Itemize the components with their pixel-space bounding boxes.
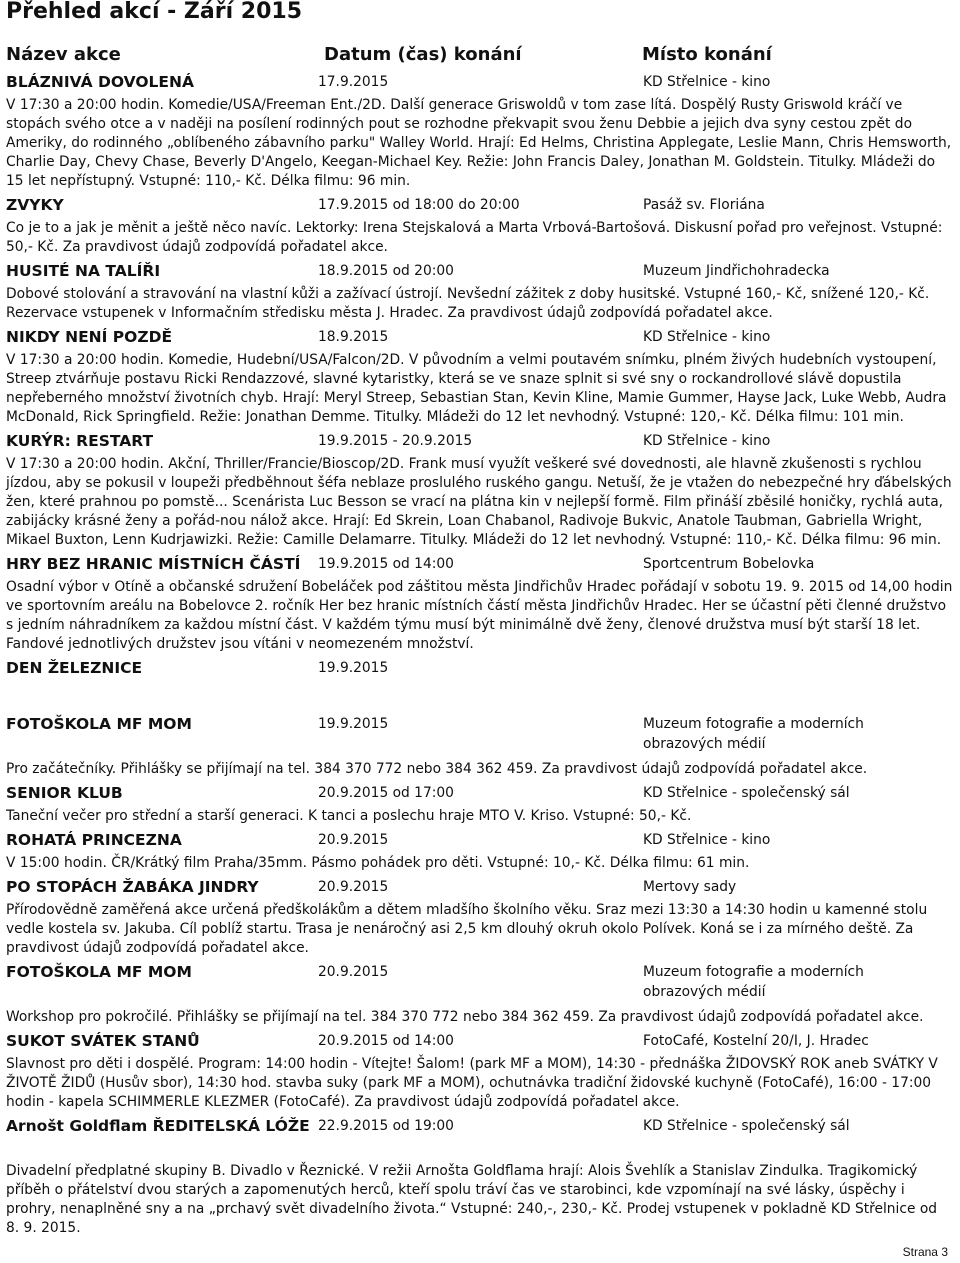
event-place: FotoCafé, Kostelní 20/I, J. Hradec [643,1033,869,1049]
event-date: 20.9.2015 [318,964,389,980]
event-description: Osadní výbor v Otíně a občanské sdružení Bobeláček pod záštitou města Jindřichův Hradec pořádají v sobotu 19. 9. 2015 od 14,00 hodin ve sportovním areálu na Bobelovce 2. ročník Her bez hranic místních částí města Jindřichův Hradec. Her se účastní pěti členné družstvo s jedním náhradníkem za každou místní část. V každém týmu musí být minimálně dvě ženy, členové družstva musí být starší 18 let. Fandové jednotlivých družstev jsou vítáni v neomezeném množství. [6,579,953,652]
event-name: FOTOŠKOLA MF MOM [6,715,192,733]
event-list [6,70,956,1240]
event-place: KD Střelnice - společenský sál [643,785,850,801]
event-description: Pro začátečníky. Přihlášky se přijímají na tel. 384 370 772 nebo 384 362 459. Za pravdivost údajů zodpovídá pořadatel akce. [6,761,868,777]
column-header-place: Místo konání [642,44,772,65]
event-item [6,656,956,712]
event-description: V 17:30 a 20:00 hodin. Komedie/USA/Freeman Ent./2D. Další generace Griswoldů v tom zase lítá. Dospělý Rusty Griswold kráčí ve stopách svého otce a v naději na posílení rodinných pout se rozhodne překvapit svou ženu Debbie a jejich dva syny cestou zpět do Ameriky, do rodinného „oblíbeného zábavního parku" Walley World. Hrají: Ed Helms, Christina Applegate, Leslie Mann, Chris Hemsworth, Charlie Day, Chevy Chase, Beverly D'Angelo, Keegan-Michael Key. Režie: John Francis Daley, Jonathan M. Goldstein. Titulky. Mládeži do 15 let nepřístupný. Vstupné: 110,- Kč. Délka filmu: 96 min. [6,97,952,189]
event-item [6,259,956,325]
event-name: ROHATÁ PRINCEZNA [6,831,182,849]
event-name: SUKOT SVÁTEK STANŮ [6,1032,200,1050]
event-name: KURÝR: RESTART [6,432,154,450]
event-place: Sportcentrum Bobelovka [643,556,815,572]
page-number: Strana 3 [902,1245,948,1259]
event-name: DEN ŽELEZNICE [6,659,143,677]
event-description: V 15:00 hodin. ČR/Krátký film Praha/35mm. Pásmo pohádek pro děti. Vstupné: 10,- Kč. Délka filmu: 61 min. [6,855,750,871]
event-item [6,325,956,429]
event-place: KD Střelnice - kino [643,329,771,345]
event-item [6,875,956,960]
column-header-date: Datum (čas) konání [324,44,522,65]
event-name: PO STOPÁCH ŽABÁKA JINDRY [6,878,259,896]
event-date: 20.9.2015 od 17:00 [318,785,454,801]
event-item [6,1114,956,1240]
event-date: 17.9.2015 od 18:00 do 20:00 [318,197,520,213]
event-place: KD Střelnice - kino [643,433,771,449]
event-item [6,429,956,552]
event-name: BLÁZNIVÁ DOVOLENÁ [6,73,194,91]
event-description: Přírodovědně zaměřená akce určená předškolákům a dětem mladšího školního věku. Sraz mezi 13:30 a 14:30 hodin u kamenné stolu vedle kostela sv. Jakuba. Cíl poblíž startu. Trasa je nenáročný asi 2,5 km dlouhý okruh okolo Polívek. Koná se i za mírného deště. Za pravdivost údajů zodpovídá pořadatel akce. [6,902,928,956]
event-item [6,1029,956,1114]
event-item [6,70,956,193]
event-date: 19.9.2015 [318,660,389,676]
event-spacer [6,690,956,712]
event-item [6,193,956,259]
event-date: 20.9.2015 od 14:00 [318,1033,454,1049]
event-date: 17.9.2015 [318,74,389,90]
event-name: NIKDY NENÍ POZDĚ [6,328,173,346]
event-description: Slavnost pro děti i dospělé. Program: 14:00 hodin - Vítejte! Šalom! (park MF a MOM), 14:30 - přednáška ŽIDOVSKÝ ROK aneb SVÁTKY V ŽIVOTĚ ŽIDŮ (Husův sbor), 14:30 hod. stavba suky (park MF a MOM), ochutnávka tradiční židovské kuchyně (FotoCafé), 16:00 - 17:00 hodin - kapela SCHIMMERLE KLEZMER (FotoCafé). Za pravdivost údajů zodpovídá pořadatel akce. [6,1056,938,1110]
event-place: Muzeum fotografie a moderních obrazových médií [643,964,864,1000]
event-description: Divadelní předplatné skupiny B. Divadlo v Řeznické. V režii Arnošta Goldflama hrají: Alois Švehlík a Stanislav Zindulka. Tragikomický příběh o přátelství dvou starých a zapomenutých herců, kteří spolu tráví čas ve starobinci, kde vzpomínají na své lásky, úspěchy i prohry, nenaplněné sny a na „prchavý svět divadelního života.“ Vstupné: 240,-, 230,- Kč. Prodej vstupenek v pokladně KD Střelnice od 8. 9. 2015. [6,1163,938,1236]
event-date: 22.9.2015 od 19:00 [318,1118,454,1134]
event-description: Dobové stolování a stravování na vlastní kůži a zažívací ústrojí. Nevšední zážitek z doby husitské. Vstupné 160,- Kč, snížené 120,- Kč. Rezervace vstupenek v Informačním středisku města J. Hradec. Za pravdivost údajů zodpovídá pořadatel akce. [6,286,930,321]
event-description: V 17:30 a 20:00 hodin. Akční, Thriller/Francie/Bioscop/2D. Frank musí využít veškeré své dovednosti, ale hlavně zkušenosti s rychlou jízdou, aby se pokusil v loupeži předběhnout šéfa neblaze proslulého ruského gangu. Netuší, že je vtažen do nebezpečné hry ďábelských žen, které prahnou po pomstě... Scenárista Luc Besson se vrací na plátna kin v nejlepší formě. Film přináší zběsilé honičky, rychlá auta, zabijácky krásné ženy a pořád-nou nálož akce. Hrají: Ed Skrein, Loan Chabanol, Radivoje Bukvic, Anatole Taubman, Gabriella Wright, Mikael Buxton, Lenn Kudrjawizki. Režie: Camille Delamarre. Titulky. Mládeži do 12 let nevhodný. Vstupné: 110,- Kč. Délka filmu: 96 min. [6,456,952,548]
event-date: 19.9.2015 od 14:00 [318,556,454,572]
column-headers [6,44,954,66]
event-description: V 17:30 a 20:00 hodin. Komedie, Hudební/USA/Falcon/2D. V původním a velmi poutavém snímku, plném živých hudebních vystoupení, Streep ztvárňuje postavu Ricki Rendazzové, slavné kytaristky, která se ve snaze splnit si své sny o rockandrollové slávě dopustila nepřeberného množství životních chyb. Hrají: Meryl Streep, Sebastian Stan, Kevin Kline, Mamie Gummer, Hayse Jack, Luke Webb, Audra McDonald, Rick Springfield. Režie: Jonathan Demme. Titulky. Mládeži do 12 let nevhodný. Vstupné: 120,- Kč. Délka filmu: 101 min. [6,352,947,425]
event-description: Taneční večer pro střední a starší generaci. K tanci a poslechu hraje MTO V. Kriso. Vstupné: 50,- Kč. [6,808,692,824]
event-place: KD Střelnice - společenský sál [643,1118,850,1134]
event-description: Workshop pro pokročilé. Přihlášky se přijímají na tel. 384 370 772 nebo 384 362 459. Za pravdivost údajů zodpovídá pořadatel akce. [6,1009,924,1025]
event-date: 19.9.2015 [318,716,389,732]
event-place: Muzeum fotografie a moderních obrazových médií [643,716,864,752]
event-item [6,781,956,828]
event-name: HRY BEZ HRANIC MÍSTNÍCH ČÁSTÍ [6,555,301,573]
event-date: 18.9.2015 [318,329,389,345]
event-date: 18.9.2015 od 20:00 [318,263,454,279]
event-name: ZVYKY [6,196,64,214]
column-header-name: Název akce [6,44,121,65]
event-place: KD Střelnice - kino [643,832,771,848]
event-place: Muzeum Jindřichohradecka [643,263,830,279]
event-item [6,960,956,1029]
event-description: Co je to a jak je měnit a ještě něco navíc. Lektorky: Irena Stejskalová a Marta Vrbová-Bartošová. Diskusní pořad pro veřejnost. Vstupné: 50,- Kč. Za pravdivost údajů zodpovídá pořadatel akce. [6,220,943,255]
event-place: KD Střelnice - kino [643,74,771,90]
event-item [6,552,956,656]
event-date: 19.9.2015 - 20.9.2015 [318,433,473,449]
event-name: SENIOR KLUB [6,784,123,802]
event-name: FOTOŠKOLA MF MOM [6,963,192,981]
event-date: 20.9.2015 [318,832,389,848]
event-name: Arnošt Goldflam ŘEDITELSKÁ LÓŽE [6,1117,310,1135]
page-title: Přehled akcí - Září 2015 [6,0,303,24]
event-place: Pasáž sv. Floriána [643,197,765,213]
event-item [6,828,956,875]
event-date: 20.9.2015 [318,879,389,895]
event-place: Mertovy sady [643,879,737,895]
event-item [6,712,956,781]
event-name: HUSITÉ NA TALÍŘI [6,262,161,280]
